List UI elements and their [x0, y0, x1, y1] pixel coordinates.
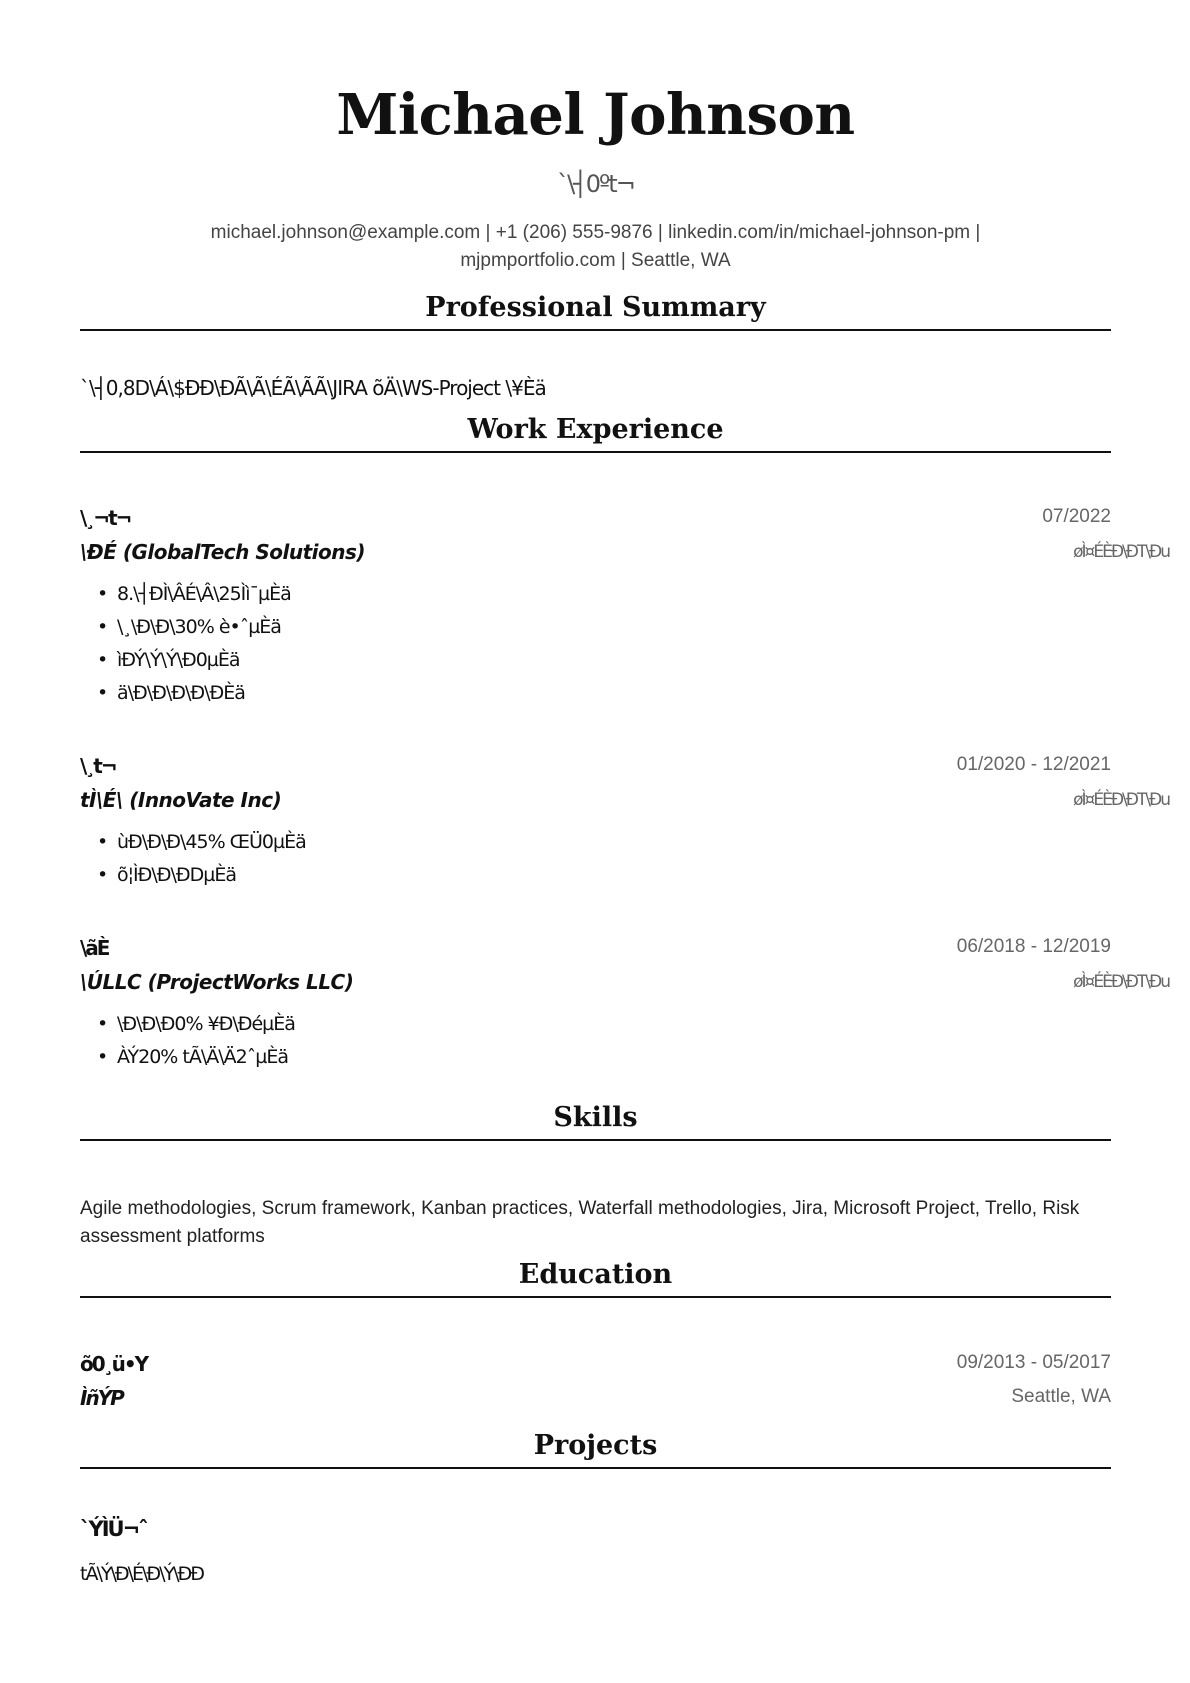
bullet-item: • \¸\Ð\Ð\30% è•ˆµÈä: [117, 611, 291, 644]
job-company: \ÚLLC (ProjectWorks LLC): [80, 970, 354, 994]
job-bullets: [80, 1008, 295, 1074]
job-date: 01/2020 - 12/2021: [956, 754, 1111, 775]
job-bullets: [80, 578, 291, 710]
candidate-headline: `\┤0ºt¬: [557, 170, 634, 198]
section-title-experience: Work Experience: [80, 414, 1111, 453]
bullet-item: • ÀÝ20% tÃ\Ä\Ä2ˆµÈä: [117, 1041, 295, 1074]
section-title-projects: Projects: [80, 1430, 1111, 1469]
school-name: ÌñÝP: [80, 1386, 123, 1410]
job-date: 07/2022: [1042, 506, 1111, 527]
job-title: \¸¬t¬: [80, 506, 131, 530]
degree-title: õ0¸ü•Y: [80, 1352, 148, 1376]
summary-text: `\┤0,8D\Á\$ÐÐ\ÐÃ\Ã\ÉÃ\ÃÃ\JIRA õÄ\WS-Project \¥Èä: [80, 376, 546, 400]
candidate-name: Michael Johnson: [336, 82, 855, 148]
section-title-summary: Professional Summary: [80, 292, 1111, 331]
contact-line-1: michael.johnson@example.com | +1 (206) 555-9876 | linkedin.com/in/michael-johnson-pm |: [210, 222, 981, 243]
job-title: \ãÈ: [80, 936, 109, 960]
bullet-item: • 8.\┤ÐÌ\ÂÉ\Â\25Ìì¯µÈä: [117, 578, 291, 611]
job-title: \¸t¬: [80, 754, 116, 778]
job-location: øÌ¤ÉÈÐ\ÐT\Ðu: [1073, 790, 1169, 810]
job-location: øÌ¤ÉÈÐ\ÐT\Ðu: [1073, 972, 1169, 992]
bullet-item: • ä\Ð\Ð\Ð\Ð\ÐÈä: [117, 677, 291, 710]
project-description: tÃ\Ý\Ð\É\Ð\Ý\ÐÐ: [80, 1563, 203, 1585]
job-company: \ÐÉ (GlobalTech Solutions): [80, 540, 366, 564]
contact-line-2: mjpmportfolio.com | Seattle, WA: [460, 250, 731, 271]
project-title: `ÝÌÜ¬ˆ: [80, 1517, 147, 1541]
bullet-item: • ùÐ\Ð\Ð\45% ŒÜ0µÈä: [117, 826, 306, 859]
contact-info: [80, 219, 1111, 275]
bullet-item: • ìÐÝ\Ý\Ý\Ð0µÈä: [117, 644, 291, 677]
job-company: tÌ\É\ (InnoVate Inc): [80, 788, 282, 812]
bullet-item: • \Ð\Ð\Ð0% ¥Ð\ÐéµÈä: [117, 1008, 295, 1041]
job-date: 06/2018 - 12/2019: [956, 936, 1111, 957]
bullet-item: • õ¦ÌÐ\Ð\ÐDµÈä: [117, 859, 306, 892]
section-title-education: Education: [80, 1259, 1111, 1298]
skills-list: Agile methodologies, Scrum framework, Kanban practices, Waterfall methodologies, Jira, Microsoft Project, Trello, Risk assessment platforms: [80, 1198, 1080, 1247]
education-date: 09/2013 - 05/2017: [956, 1352, 1111, 1373]
job-bullets: [80, 826, 306, 892]
education-location: Seattle, WA: [1011, 1386, 1111, 1407]
job-location: øÌ¤ÉÈÐ\ÐT\Ðu: [1073, 542, 1169, 562]
section-title-skills: Skills: [80, 1102, 1111, 1141]
